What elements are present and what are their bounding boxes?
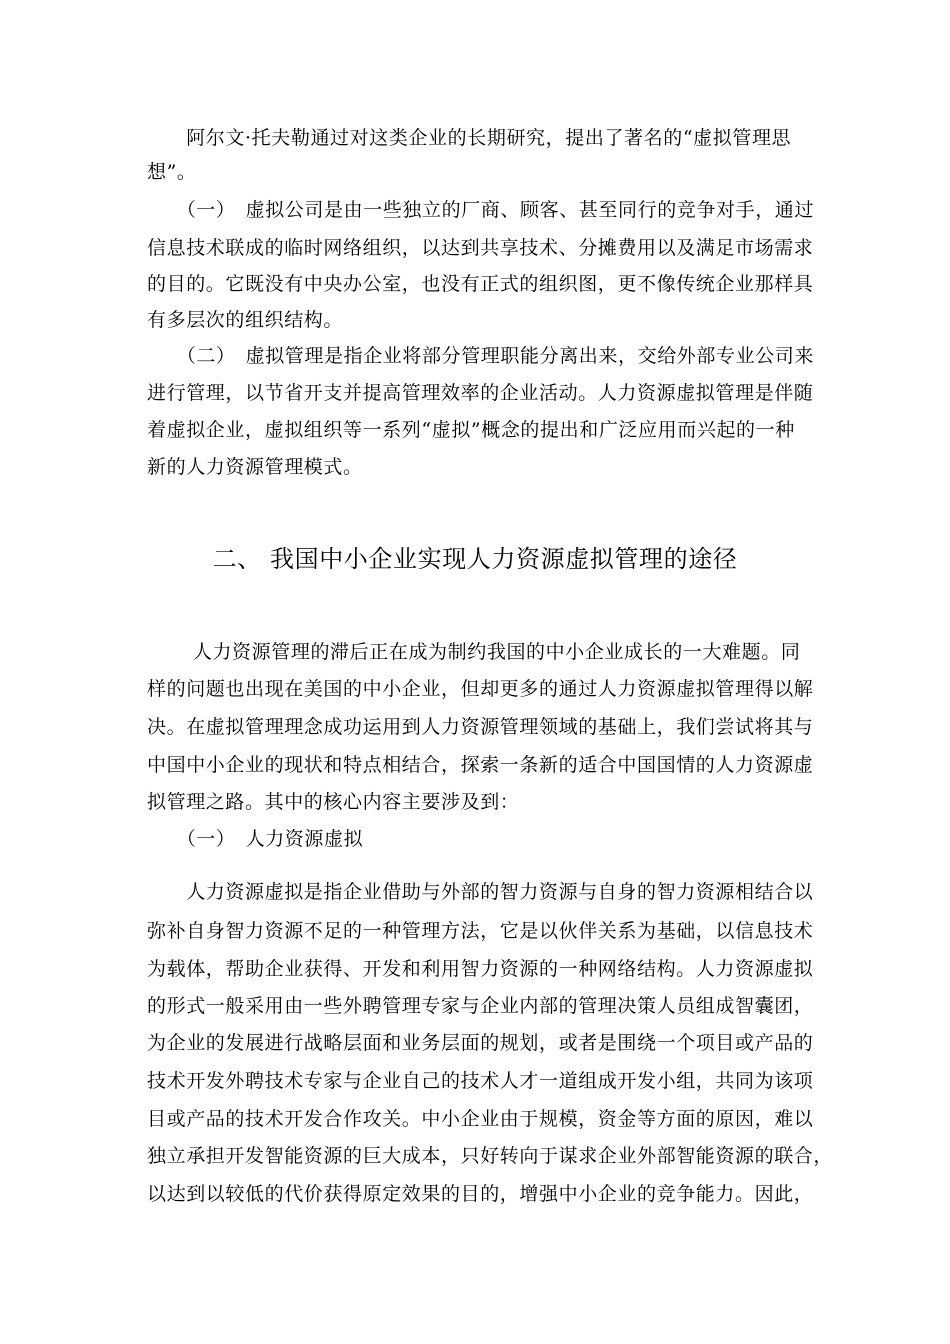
paragraph-line: 为载体，帮助企业获得、开发和利用智力资源的一种网络结构。人力资源虚拟 bbox=[147, 958, 814, 980]
section-heading: 二、 我国中小企业实现人力资源虚拟管理的途径 bbox=[212, 545, 738, 573]
paragraph-line: 独立承担开发智能资源的巨大成本，只好转向于谋求企业外部智能资源的联合， bbox=[147, 1145, 834, 1167]
paragraph-line: 阿尔文·托夫勒通过对这类企业的长期研究，提出了著名的“虚拟管理思 bbox=[147, 127, 792, 149]
paragraph-line: 的目的。它既没有中央办公室，也没有正式的组织图，更不像传统企业那样具 bbox=[147, 273, 814, 295]
paragraph-line: 样的问题也出现在美国的中小企业，但却更多的通过人力资源虚拟管理得以解 bbox=[147, 678, 814, 700]
paragraph-line: 进行管理，以节省开支并提高管理效率的企业活动。人力资源虚拟管理是伴随 bbox=[147, 382, 814, 404]
paragraph-line: 为企业的发展进行战略层面和业务层面的规划，或者是围绕一个项目或产品的 bbox=[147, 1032, 814, 1054]
paragraph-line: 人力资源管理的滞后正在成为制约我国的中小企业成长的一大难题。同 bbox=[147, 641, 801, 663]
paragraph-line: （一） 虚拟公司是由一些独立的厂商、顾客、甚至同行的竞争对手，通过 bbox=[147, 199, 815, 221]
paragraph-line: 人力资源虚拟是指企业借助与外部的智力资源与自身的智力资源相结合以 bbox=[147, 881, 814, 903]
paragraph-line: 想”。 bbox=[147, 161, 197, 183]
paragraph-line: 弥补自身智力资源不足的一种管理方法，它是以伙伴关系为基础，以信息技术 bbox=[147, 920, 814, 942]
subsection-heading: （一） 人力资源虚拟 bbox=[147, 828, 364, 850]
paragraph-line: 新的人力资源管理模式。 bbox=[147, 456, 363, 478]
paragraph-line: 信息技术联成的临时网络组织，以达到共享技术、分摊费用以及满足市场需求 bbox=[147, 237, 814, 259]
paragraph-line: 着虚拟企业，虚拟组织等一系列“虚拟”概念的提出和广泛应用而兴起的一种 bbox=[147, 419, 795, 441]
paragraph-line: （二） 虚拟管理是指企业将部分管理职能分离出来，交给外部专业公司来 bbox=[147, 345, 815, 367]
paragraph-line: 的形式一般采用由一些外聘管理专家与企业内部的管理决策人员组成智囊团， bbox=[147, 995, 814, 1017]
paragraph-line: 决。在虚拟管理理念成功运用到人力资源管理领域的基础上，我们尝试将其与 bbox=[147, 716, 814, 738]
paragraph-line: 拟管理之路。其中的核心内容主要涉及到： bbox=[147, 791, 520, 813]
paragraph-line: 目或产品的技术开发合作攻关。中小企业由于规模，资金等方面的原因，难以 bbox=[147, 1108, 814, 1130]
paragraph-line: 中国中小企业的现状和特点相结合，探索一条新的适合中国国情的人力资源虚 bbox=[147, 754, 814, 776]
paragraph-line: 有多层次的组织结构。 bbox=[147, 309, 344, 331]
paragraph-line: 技术开发外聘技术专家与企业自己的技术人才一道组成开发小组，共同为该项 bbox=[147, 1070, 814, 1092]
paragraph-line: 以达到以较低的代价获得原定效果的目的，增强中小企业的竞争能力。因此， bbox=[147, 1183, 814, 1205]
